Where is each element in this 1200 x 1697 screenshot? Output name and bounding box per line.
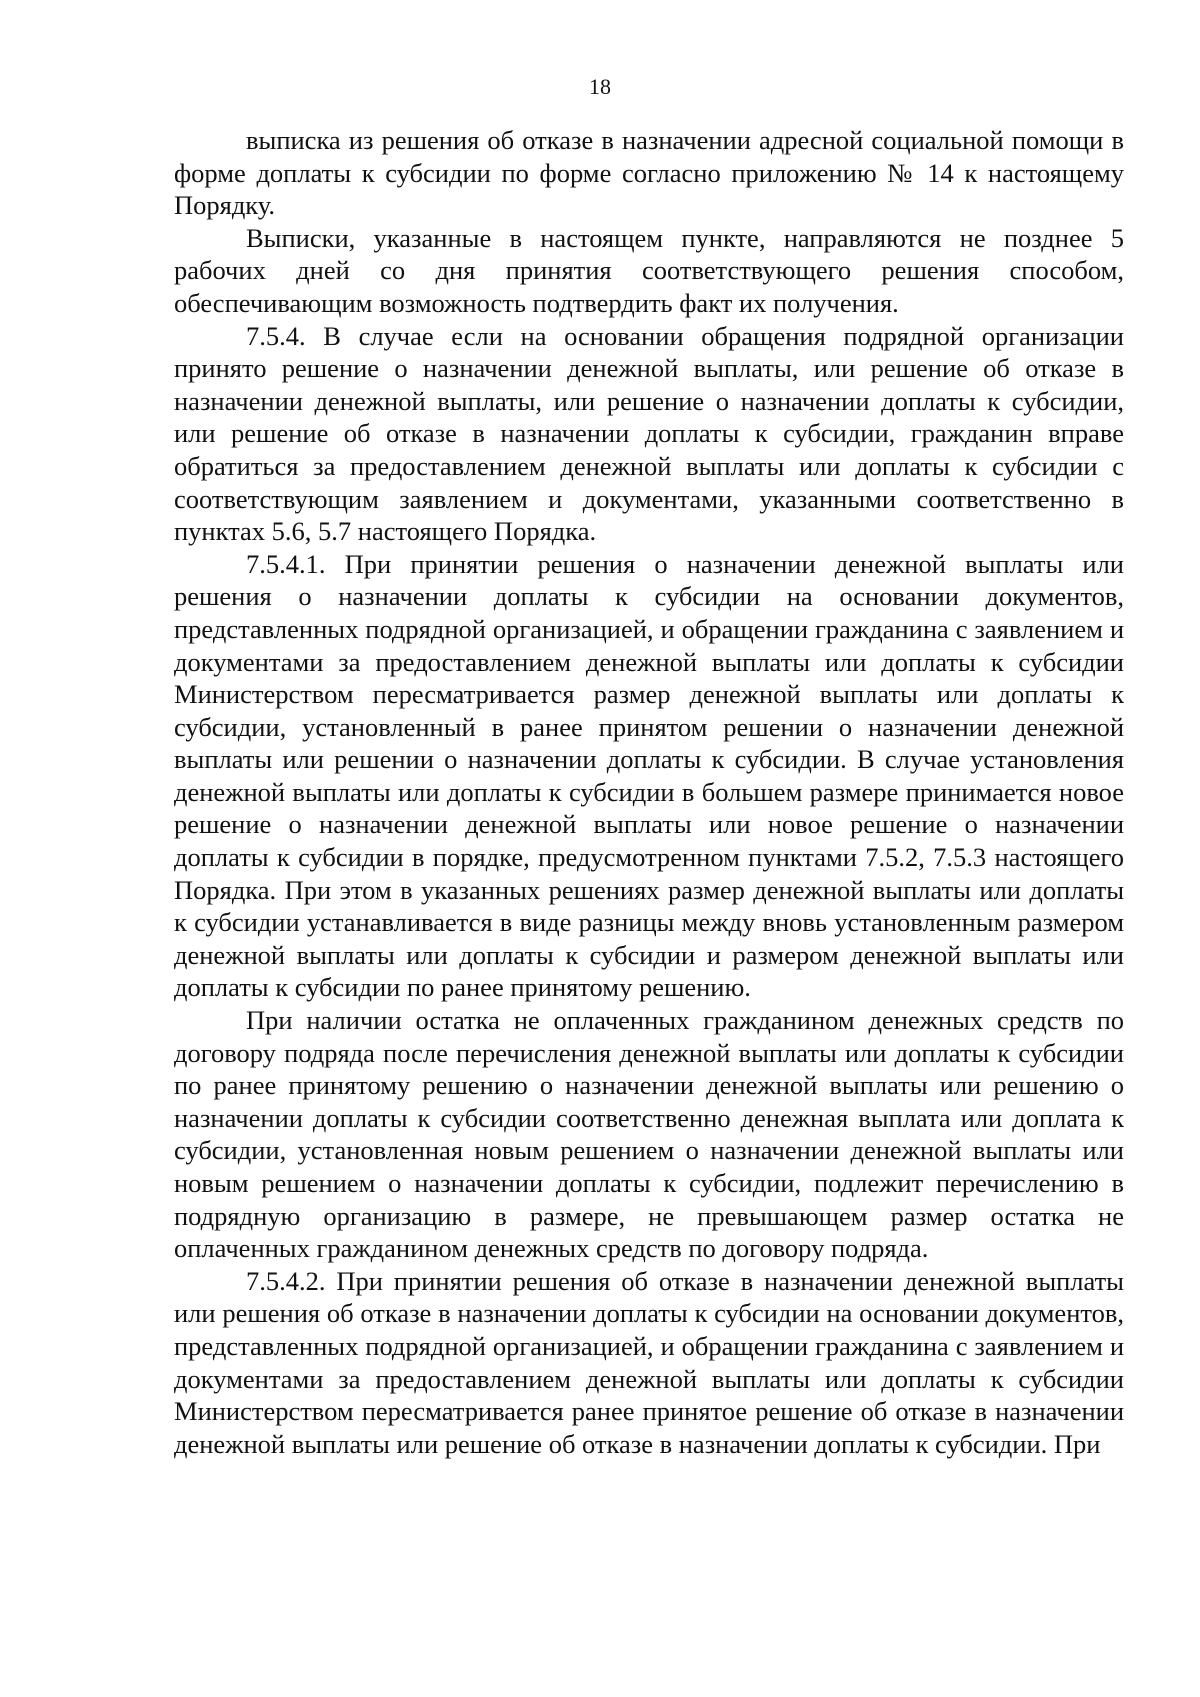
paragraph-remaining-funds: При наличии остатка не оплаченных гражданином денежных средств по договору подряда после перечисления денежной выплаты или доплаты к субсидии по ранее принятому решению о назначении денежной выплаты или решению о назначении доплаты к субсидии соответственно денежная выплата или доплата к субсидии, установленная новым решением о назначении денежной выплаты или новым решением о назначении доплаты к субсидии, подлежит перечислению в подрядную организацию в размере, не превышающем размер остатка не оплаченных гражданином денежных средств по договору подряда. [174, 1005, 1124, 1264]
paragraph-7-5-4-1: 7.5.4.1. При принятии решения о назначении денежной выплаты или решения о назначении доплаты к субсидии на основании документов, представленных подрядной организацией, и обращении гражданина с заявлением и документами за предоставлением денежной выплаты или доплаты к субсидии Министерством пересматривается размер денежной выплаты или доплаты к субсидии, установленный в ранее принятом решении о назначении денежной выплаты или решении о назначении доплаты к субсидии. В случае установления денежной выплаты или доплаты к субсидии в большем размере принимается новое решение о назначении денежной выплаты или новое решение о назначении доплаты к субсидии в порядке, предусмотренном пунктами 7.5.2, 7.5.3 настоящего Порядка. При этом в указанных решениях размер денежной выплаты или доплаты к субсидии устанавливается в виде разницы между вновь установленным размером денежной выплаты или доплаты к субсидии и размером денежной выплаты или доплаты к субсидии по ранее принятому решению. [174, 548, 1124, 1003]
paragraph-7-5-4: 7.5.4. В случае если на основании обращения подрядной организации принято решение о назначении денежной выплаты, или решение об отказе в назначении денежной выплаты, или решение о назначении доплаты к субсидии, или решение об отказе в назначении доплаты к субсидии, гражданин вправе обратиться за предоставлением денежной выплаты или доплаты к субсидии с соответствующим заявлением и документами, указанными соответственно в пунктах 5.6, 5.7 настоящего Порядка. [174, 320, 1124, 547]
page-number: 18 [589, 74, 611, 99]
document-body [174, 124, 1124, 1460]
paragraph-extracts-sending: Выписки, указанные в настоящем пункте, направляются не позднее 5 рабочих дней со дня принятия соответствующего решения способом, обеспечивающим возможность подтвердить факт их получения. [174, 222, 1124, 318]
paragraph-extract-refusal: выписка из решения об отказе в назначении адресной социальной помощи в форме доплаты к субсидии по форме согласно приложению № 14 к настоящему Порядку. [174, 125, 1124, 221]
paragraph-7-5-4-2: 7.5.4.2. При принятии решения об отказе в назначении денежной выплаты или решения об отказе в назначении доплаты к субсидии на основании документов, представленных подрядной организацией, и обращении гражданина с заявлением и документами за предоставлением денежной выплаты или доплаты к субсидии Министерством пересматривается ранее принятое решение об отказе в назначении денежной выплаты или решение об отказе в назначении доплаты к субсидии. При [174, 1265, 1124, 1459]
